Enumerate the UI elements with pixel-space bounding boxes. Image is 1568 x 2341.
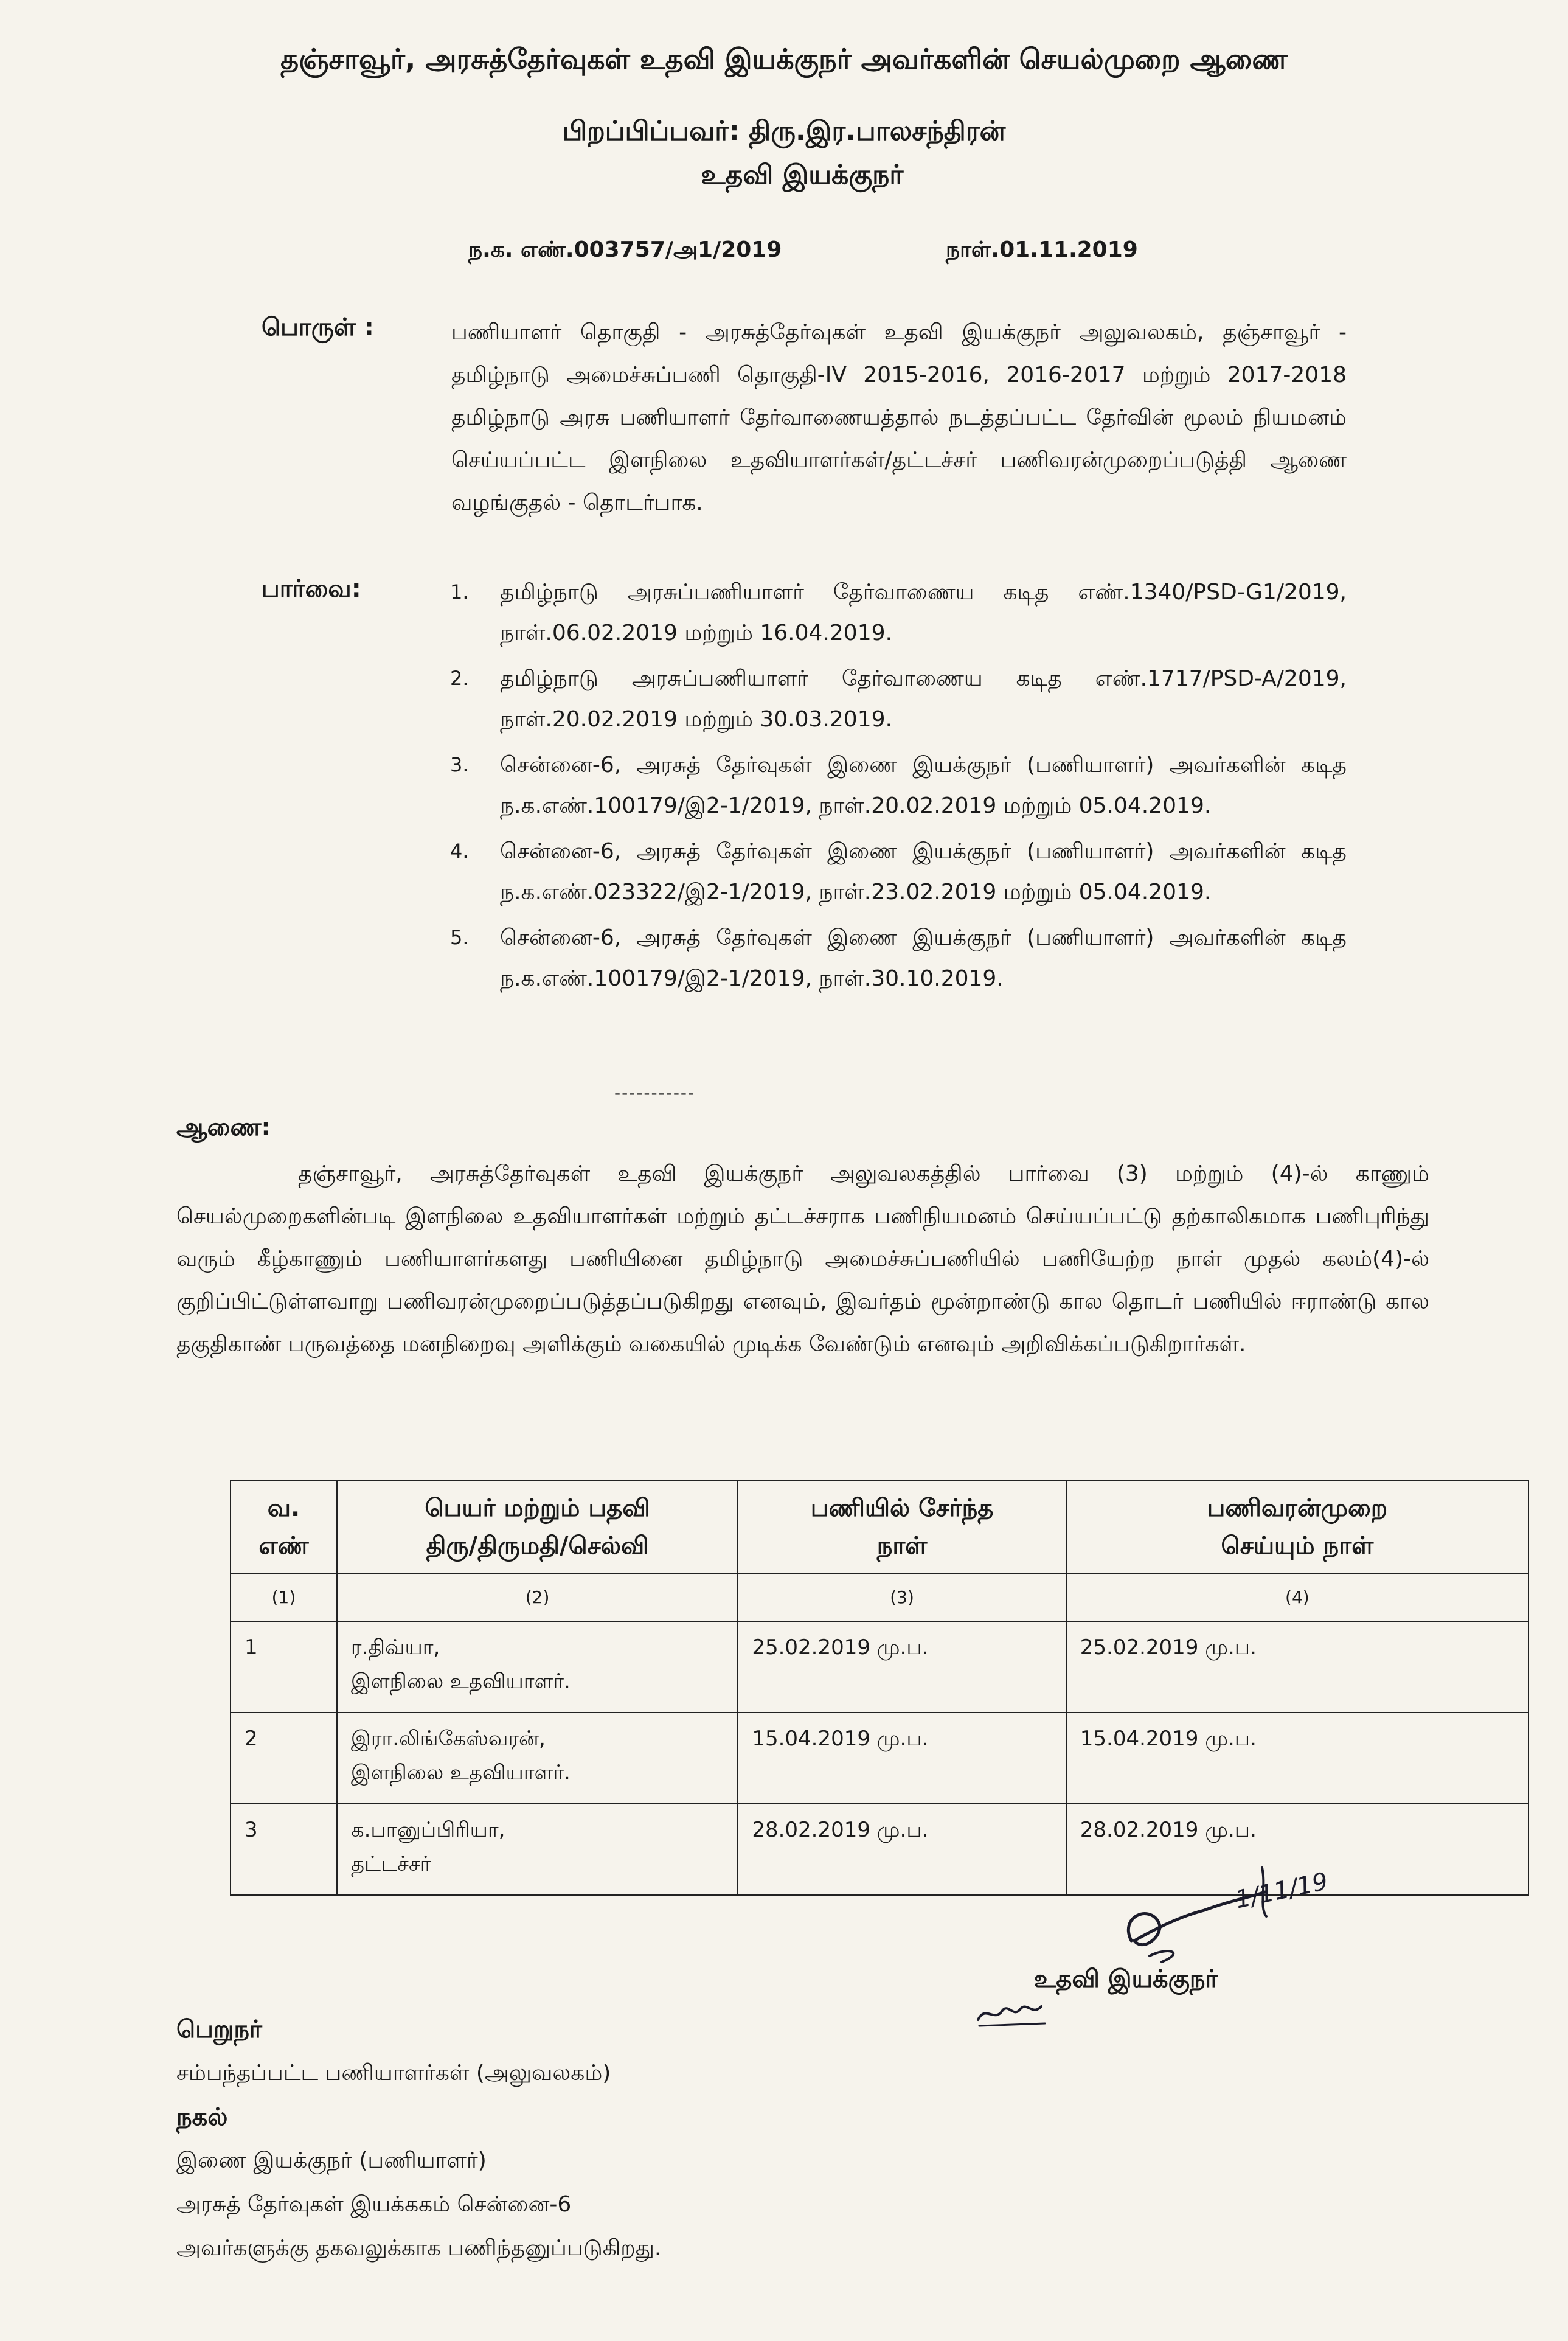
row-post: தட்டச்சர் [350, 1852, 431, 1876]
header-joined-line2: நாள் [876, 1532, 928, 1560]
table-row [231, 1713, 1528, 1804]
staff-table [230, 1480, 1529, 1896]
header-name-line1: பெயர் மற்றும் பதவி [425, 1494, 650, 1522]
row-post: இளநிலை உதவியாளர். [350, 1761, 571, 1785]
order-date: நாள்.01.11.2019 [946, 237, 1138, 262]
row-joined: 15.04.2019 மு.ப. [738, 1713, 1066, 1804]
distribution-block [176, 2008, 661, 2270]
row-serial: 2 [231, 1713, 337, 1804]
copy-label: நகல் [176, 2103, 228, 2131]
row-name: ர.திவ்யா, [350, 1635, 440, 1660]
reference-text: தமிழ்நாடு அரசுப்பணியாளர் தேர்வாணைய கடித எண்.1340/PSD-G1/2019, நாள்.06.02.2019 மற்றும் 16.04.2019. [500, 580, 1347, 645]
table-row [231, 1621, 1528, 1713]
reference-number-label: 2. [450, 667, 469, 690]
reference-number-label: 5. [450, 926, 469, 949]
header-regularised [1066, 1480, 1528, 1574]
row-serial: 3 [231, 1804, 337, 1895]
recipient-label: பெறுநர் [176, 2016, 262, 2044]
copy-recipient-line3: அவர்களுக்கு தகவலுக்காக பணிந்தனுப்படுகிறது. [176, 2236, 662, 2261]
reference-text: தமிழ்நாடு அரசுப்பணியாளர் தேர்வாணைய கடித எண்.1717/PSD-A/2019, நாள்.20.02.2019 மற்றும் 30.03.2019. [500, 666, 1347, 732]
signature-date: 1/11/19 [1232, 1867, 1331, 1915]
header-serial-line1: வ. [267, 1494, 300, 1522]
reference-item [450, 831, 1347, 913]
subject-body: பணியாளர் தொகுதி - அரசுத்தேர்வுகள் உதவி இயக்குநர் அலுவலகம், தஞ்சாவூர் - தமிழ்நாடு அமைச்சுப்பணி தொகுதி-IV 2015-2016, 2016-2017 மற்றும் 2017-2018 தமிழ்நாடு அரசு பணியாளர் தேர்வாணையத்தால் நடத்தப்பட்ட தேர்வின் மூலம் நியமனம் செய்யப்பட்ட இளநிலை உதவியாளர்கள்/தட்டச்சர் பணிவரன்முறைப்படுத்தி ஆணை வழங்குதல் - தொடர்பாக. [451, 320, 1347, 515]
row-name-post [337, 1713, 738, 1804]
recipient: சம்பந்தப்பட்ட பணியாளர்கள் (அலுவலகம்) [176, 2061, 611, 2085]
copy-recipient-line1: இணை இயக்குநர் (பணியாளர்) [176, 2148, 487, 2173]
reference-text: சென்னை-6, அரசுத் தேர்வுகள் இணை இயக்குநர் (பணியாளர்) அவர்களின் கடித ந.க.எண்.100179/இ2-1/2019, நாள்.30.10.2019. [500, 925, 1347, 991]
reference-number: ந.க. எண்.003757/அ1/2019 [468, 237, 782, 262]
row-name: க.பானுப்பிரியா, [350, 1818, 505, 1842]
row-name-post [337, 1621, 738, 1713]
section-separator: ----------- [614, 1083, 696, 1103]
order-label: ஆணை: [176, 1113, 271, 1141]
reference-item [450, 572, 1347, 653]
column-index-row [231, 1574, 1528, 1621]
header-serial-line2: எண் [258, 1532, 309, 1560]
order-body: தஞ்சாவூர், அரசுத்தேர்வுகள் உதவி இயக்குநர் அலுவலகத்தில் பார்வை (3) மற்றும் (4)-ல் காணும் செயல்முறைகளின்படி இளநிலை உதவியாளர்கள் மற்றும் தட்டச்சராக பணிநியமனம் செய்யப்பட்டு தற்காலிகமாக பணிபுரிந்து வரும் கீழ்காணும் பணியாளர்களது பணியினை தமிழ்நாடு அமைச்சுப்பணியில் பணியேற்ற நாள் முதல் கலம்(4)-ல் குறிப்பிட்டுள்ளவாறு பணிவரன்முறைப்படுத்தப்படுகிறது எனவும், இவர்தம் மூன்றாண்டு கால தொடர் பணியில் ஈராண்டு கால தகுதிகாண் பருவத்தை மனநிறைவு அளிக்கும் வகையில் முடிக்க வேண்டும் எனவும் அறிவிக்கப்படுகிறார்கள். [176, 1161, 1430, 1357]
header-serial [231, 1480, 337, 1574]
reference-text: சென்னை-6, அரசுத் தேர்வுகள் இணை இயக்குநர் (பணியாளர்) அவர்களின் கடித ந.க.எண்.100179/இ2-1/2019, நாள்.20.02.2019 மற்றும் 05.04.2019. [500, 753, 1347, 818]
document-title: தஞ்சாவூர், அரசுத்தேர்வுகள் உதவி இயக்குநர் அவர்களின் செயல்முறை ஆணை [280, 43, 1288, 75]
reference-number-label: 4. [450, 840, 469, 863]
header-regularised-line1: பணிவரன்முறை [1207, 1494, 1388, 1522]
row-name-post [337, 1804, 738, 1895]
col-index-1: (1) [231, 1574, 337, 1621]
row-name: இரா.லிங்கேஸ்வரன், [350, 1727, 546, 1751]
table-header-row [231, 1480, 1528, 1574]
reference-text: சென்னை-6, அரசுத் தேர்வுகள் இணை இயக்குநர் (பணியாளர்) அவர்களின் கடித ந.க.எண்.023322/இ2-1/2019, நாள்.23.02.2019 மற்றும் 05.04.2019. [500, 839, 1347, 905]
reference-number-label: 1. [450, 580, 469, 604]
reference-item [450, 658, 1347, 740]
header-joined-line1: பணியில் சேர்ந்த [810, 1494, 994, 1522]
issuer: பிறப்பிப்பவர்: திரு.இர.பாலசந்திரன் [562, 116, 1006, 147]
signatory-title: உதவி இயக்குநர் [1034, 1965, 1218, 1993]
issuer-designation: உதவி இயக்குநர் [701, 159, 904, 190]
header-regularised-line2: செய்யும் நாள் [1221, 1532, 1374, 1560]
header-name-line2: திரு/திருமதி/செல்வி [426, 1532, 649, 1560]
subject-label: பொருள் : [262, 313, 374, 341]
header-name [337, 1480, 738, 1574]
row-joined: 28.02.2019 மு.ப. [738, 1804, 1066, 1895]
header-joined [738, 1480, 1066, 1574]
references-list [450, 572, 1347, 1004]
reference-item [450, 917, 1347, 999]
col-index-3: (3) [738, 1574, 1066, 1621]
row-joined: 25.02.2019 மு.ப. [738, 1621, 1066, 1713]
col-index-4: (4) [1066, 1574, 1528, 1621]
subject-text [451, 311, 1347, 524]
reference-number-label: 3. [450, 753, 469, 776]
references-label: பார்வை: [262, 575, 361, 603]
row-post: இளநிலை உதவியாளர். [350, 1669, 571, 1694]
col-index-2: (2) [337, 1574, 738, 1621]
row-regularised: 15.04.2019 மு.ப. [1066, 1713, 1528, 1804]
row-regularised: 28.02.2019 மு.ப. [1066, 1804, 1528, 1895]
reference-item [450, 745, 1347, 826]
copy-recipient-line2: அரசுத் தேர்வுகள் இயக்ககம் சென்னை-6 [176, 2192, 572, 2217]
row-serial: 1 [231, 1621, 337, 1713]
row-regularised: 25.02.2019 மு.ப. [1066, 1621, 1528, 1713]
